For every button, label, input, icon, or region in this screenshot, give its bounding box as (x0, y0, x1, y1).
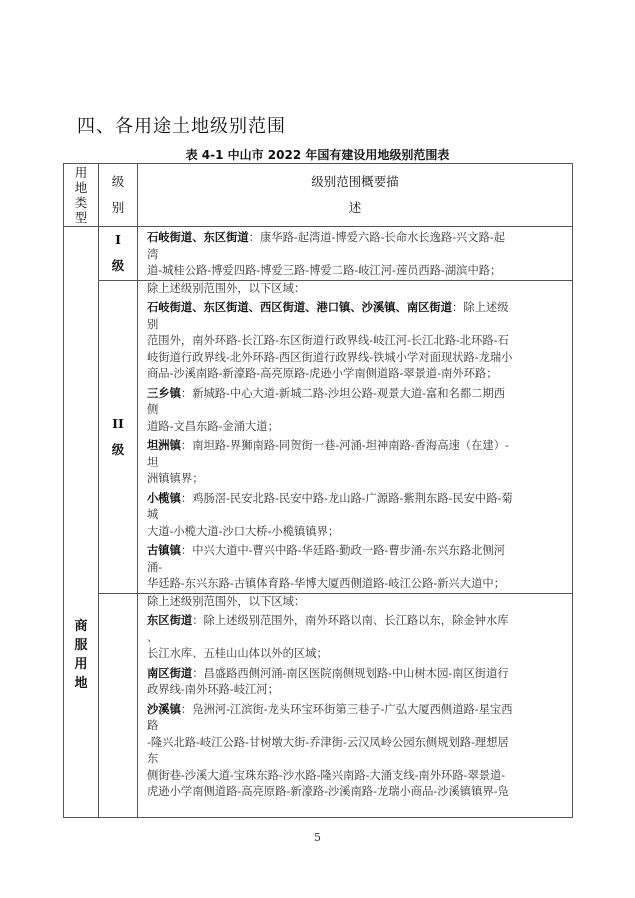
description-text: 范围外，南外环路-长江路-东区街道行政界线-岐江河-长江北路-北环路-石 (147, 334, 509, 347)
description-text: 城 (147, 508, 159, 521)
description-line (147, 247, 569, 264)
description-text: 、 (147, 630, 159, 644)
description-line (147, 263, 569, 280)
description-text: ：凫洲河-江滨街-龙头环宝环街第三巷子-广弘大厦西侧道路-星宝西 (180, 702, 513, 716)
description-cell (138, 227, 573, 281)
description-text: 除上述级别范围外，以下区域： (147, 281, 306, 295)
description-line (147, 488, 569, 508)
description-line (147, 594, 569, 611)
header-description-line: 级别范围概要描 (311, 174, 399, 189)
header-level-char: 级 (111, 174, 125, 189)
description-text: ：中兴大道中-曹兴中路-华廷路-勤政一路-曹步涌-东兴东路北侧河 (180, 544, 506, 557)
table-caption: 表 4-1 中山市 2022 年国有建设用地级别范围表 (185, 148, 450, 162)
description-text: -隆兴北路-岐江公路-甘树墩大街-乔津街-云汉凤岭公园东侧规划路-理想居 (147, 735, 509, 749)
description-line (147, 419, 569, 436)
description-text: 商品-沙溪南路-新濠路-高亮原路-虎逊小学南侧道路-翠景道-南外环路； (147, 367, 498, 380)
level-cell (99, 280, 138, 593)
district-name: 小榄镇 (147, 491, 181, 505)
table-row (64, 280, 573, 593)
district-name: 石岐街道、东区街道、西区街道、港口镇、沙溪镇、南区街道 (147, 301, 453, 314)
description-text: ：鸡肠滘-民安北路-民安中路-龙山路-广源路-紫荆东路-民安中路-菊 (180, 491, 513, 505)
header-land-type-char: 用 (74, 165, 88, 180)
land-type-char: 商 (74, 619, 88, 634)
description-line (147, 751, 569, 768)
description-text: 虎逊小学南侧道路-高亮原路-新濠路-沙溪南路-龙瑞小商品-沙溪镇镇界-凫 (147, 785, 509, 798)
description-text: 道路-文昌东路-金涌大道； (147, 419, 279, 433)
description-line (147, 699, 569, 719)
description-text: 华廷路-东兴东路-古镇体育路-华博大厦西侧道路-岐江公路-新兴大道中； (147, 577, 505, 590)
description-text: 岐街道行政界线-北外环路-西区街道行政界线-铁城小学对面现状路-龙瑞小 (147, 350, 513, 364)
description-cell (138, 593, 573, 817)
description-text: 湾 (147, 247, 159, 261)
description-line (147, 646, 569, 663)
level-suffix: 级 (111, 258, 125, 274)
description-text: 涌- (147, 560, 163, 574)
description-text: 侧街巷-沙溪大道-宝珠东路-沙水路-隆兴南路-大涌支线-南外环路-翠景道- (147, 768, 506, 782)
district-name: 东区街道 (147, 614, 193, 627)
level-cell (99, 227, 138, 281)
description-line (147, 663, 569, 683)
level-numeral: II (112, 415, 124, 431)
description-line (147, 560, 569, 577)
description-text: 别 (147, 317, 159, 331)
description-text: ：南坦路-界狮南路-同贺街一巷-河涌-坦神南路-香海高速（在建）- (180, 439, 509, 452)
description-line (147, 768, 569, 785)
table-row (64, 227, 573, 281)
land-type-char: 服 (74, 638, 88, 653)
description-text: ：昌盛路西侧河涌-南区医院南侧规划路-中山树木园-南区街道行 (192, 666, 509, 680)
description-text: ：除上述级 (452, 301, 509, 314)
description-text: 坦 (147, 455, 159, 469)
table-row (64, 593, 573, 817)
description-text: 除上述级别范围外，以下区域： (147, 594, 306, 608)
description-text: 侧 (147, 403, 159, 416)
description-text: 路 (147, 719, 159, 732)
description-text: 东 (147, 752, 159, 765)
description-line (147, 630, 569, 647)
description-line (147, 383, 569, 403)
land-type-cell (64, 227, 99, 818)
description-line (147, 540, 569, 560)
description-line (147, 682, 569, 699)
district-name: 石岐街道、东区街道 (147, 231, 249, 244)
district-name: 古镇镇 (147, 544, 181, 557)
description-line (147, 227, 569, 247)
level-suffix: 级 (111, 441, 125, 457)
description-line (147, 784, 569, 801)
description-line (147, 350, 569, 367)
district-name: 南区街道 (147, 666, 193, 680)
description-line (147, 471, 569, 488)
description-line (147, 317, 569, 334)
description-text: ：除上述级别范围外，南外环路以南、长江路以东，除金钟水库 (192, 614, 509, 627)
header-land-type-char: 地 (74, 180, 88, 195)
description-line (147, 333, 569, 350)
description-line (147, 735, 569, 752)
section-title: 四、各用途土地级别范围 (77, 116, 286, 137)
description-text: 大道-小榄大道-沙口大桥-小榄镇镇界； (147, 524, 340, 538)
description-text: ：新城路-中心大道-新城二路-沙坦公路-观景大道-富和名都二期西 (180, 386, 506, 400)
description-text: ：康华路-起湾道-博爱六路-长命水长逸路-兴文路-起 (248, 231, 506, 244)
header-level (99, 164, 138, 227)
header-land-type (64, 164, 99, 227)
description-line (147, 435, 569, 455)
district-name: 沙溪镇 (147, 702, 181, 716)
description-text: 长江水库、五桂山山体以外的区域； (147, 647, 328, 660)
description-text: 政界线-南外环路-岐江河； (147, 683, 279, 696)
description-line (147, 402, 569, 419)
description-line (147, 281, 569, 298)
level-numeral: I (115, 232, 121, 248)
land-level-table (63, 163, 573, 818)
header-land-type-char: 类 (74, 195, 88, 210)
description-line (147, 455, 569, 472)
header-land-type-char: 型 (74, 210, 88, 225)
description-line (147, 366, 569, 383)
description-line (147, 610, 569, 630)
description-line (147, 718, 569, 735)
description-line (147, 297, 569, 317)
description-text: 道-城桂公路-博爱四路-博爱三路-博爱二路-岐江河-莲员西路-湖滨中路； (147, 264, 502, 277)
description-line (147, 524, 569, 541)
district-name: 三乡镇 (147, 386, 181, 400)
description-text: 洲镇镇界； (147, 472, 204, 485)
table-header-row (64, 164, 573, 227)
header-level-char: 别 (111, 200, 125, 215)
land-type-char: 地 (74, 676, 88, 691)
description-line (147, 507, 569, 524)
page-number: 5 (314, 831, 321, 844)
description-line (147, 576, 569, 593)
level-cell (99, 593, 138, 817)
district-name: 坦洲镇 (147, 439, 181, 452)
header-description-line: 述 (348, 200, 362, 215)
header-description (138, 164, 573, 227)
description-cell (138, 280, 573, 593)
land-type-char: 用 (74, 657, 88, 672)
